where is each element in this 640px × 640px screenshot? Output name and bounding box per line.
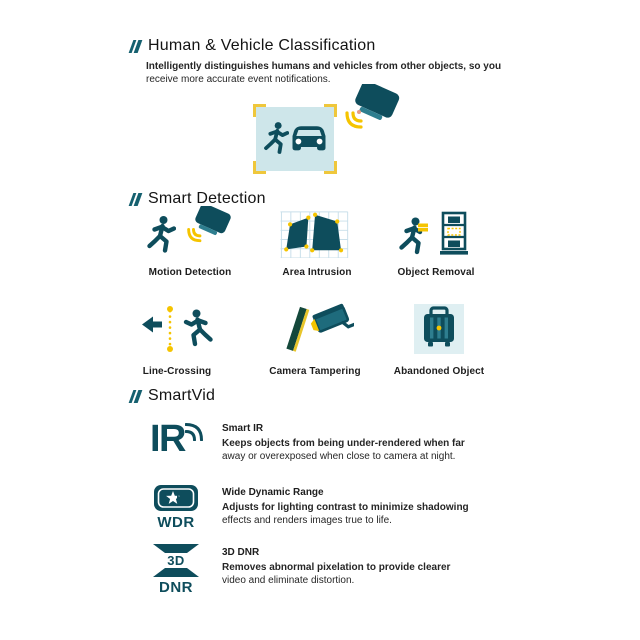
smartvid-section-heading — [131, 387, 215, 405]
motion-detection-icon — [120, 210, 260, 258]
wdr-star-icon — [153, 484, 199, 512]
ir-logo-icon — [150, 419, 205, 459]
shelf-icon — [438, 210, 470, 258]
section-title: SmartVid — [148, 387, 216, 404]
blocking-board-icon — [286, 307, 309, 352]
description-line-bold: Intelligently distinguishes humans and vehicles from other objects, so you — [146, 61, 502, 72]
smartvid-item-title: Smart IR — [222, 423, 264, 434]
feature-label: Object Removal — [397, 267, 475, 278]
walking-person-icon — [186, 310, 211, 345]
smartvid-item-title: Wide Dynamic Range — [222, 487, 324, 498]
zone-grid-icon — [279, 208, 355, 258]
object-removal-icon — [366, 210, 506, 258]
abandoned-object-icon — [369, 302, 509, 354]
car-icon — [287, 123, 331, 154]
feature-label: Motion Detection — [148, 267, 232, 278]
walking-person-icon — [263, 119, 289, 159]
ir-logo-text: IR — [150, 418, 185, 460]
camera-tampering-graphic — [276, 302, 354, 354]
frame-corner-icon — [253, 161, 266, 174]
section-title: Smart Detection — [148, 190, 266, 207]
frame-corner-icon — [253, 104, 266, 117]
signal-waves-icon — [185, 421, 205, 441]
camera-icon — [183, 206, 233, 248]
dnr-icon-text: DNR — [159, 579, 193, 596]
left-arrow-icon — [142, 317, 162, 333]
description-line-bold: Adjusts for lighting contrast to minimize shadowing — [222, 502, 469, 513]
double-slash-icon — [129, 40, 143, 53]
feature-label: Line-Crossing — [142, 366, 212, 377]
feature-motion-detection — [120, 210, 260, 278]
feature-label: Abandoned Object — [393, 366, 485, 377]
description-line-bold: Keeps objects from being under-rendered when far — [222, 438, 465, 449]
human-vehicle-description — [146, 60, 501, 86]
line-crossing-icon — [107, 302, 247, 354]
section-title: Human & Vehicle Classification — [148, 37, 376, 54]
detection-frame — [256, 107, 334, 171]
dnr-3d-text: 3D — [167, 553, 185, 568]
feature-line-crossing — [107, 302, 247, 377]
feature-label: Area Intrusion — [282, 267, 352, 278]
smartvid-item-description — [222, 561, 450, 587]
dnr-top-shape-icon — [153, 544, 199, 553]
feature-object-removal — [366, 210, 506, 278]
cctv-camera-icon — [308, 302, 354, 339]
feature-abandoned-object — [369, 302, 509, 377]
line-crossing-graphic — [140, 304, 214, 354]
signal-waves-icon — [347, 113, 361, 127]
frame-corner-icon — [324, 104, 337, 117]
description-line: effects and renders images true to life. — [222, 515, 392, 526]
frame-corner-icon — [324, 161, 337, 174]
double-slash-icon — [129, 193, 143, 206]
description-line: video and eliminate distortion. — [222, 575, 355, 586]
camera-tampering-icon — [245, 302, 385, 354]
person-carrying-box-icon — [396, 216, 430, 258]
dnr-3d-icon — [152, 544, 200, 596]
human-vehicle-section-heading — [131, 37, 375, 55]
double-slash-icon — [129, 390, 143, 403]
camera-icon — [340, 84, 402, 136]
description-line: away or overexposed when close to camera at night. — [222, 451, 456, 462]
feature-label: Camera Tampering — [269, 366, 361, 377]
suitcase-graphic — [414, 304, 464, 354]
signal-waves-icon — [189, 229, 200, 240]
description-line: receive more accurate event notifications. — [146, 74, 331, 85]
smartvid-item-description — [222, 501, 469, 527]
walking-person-icon — [146, 213, 176, 258]
smartvid-item-title: 3D DNR — [222, 547, 260, 558]
description-line-bold: Removes abnormal pixelation to provide clearer — [222, 562, 451, 573]
feature-camera-tampering — [245, 302, 385, 377]
wdr-icon-text: WDR — [157, 514, 195, 531]
dnr-bottom-shape-icon — [153, 568, 199, 577]
smartvid-item-description — [222, 437, 465, 463]
wdr-icon — [152, 484, 200, 531]
